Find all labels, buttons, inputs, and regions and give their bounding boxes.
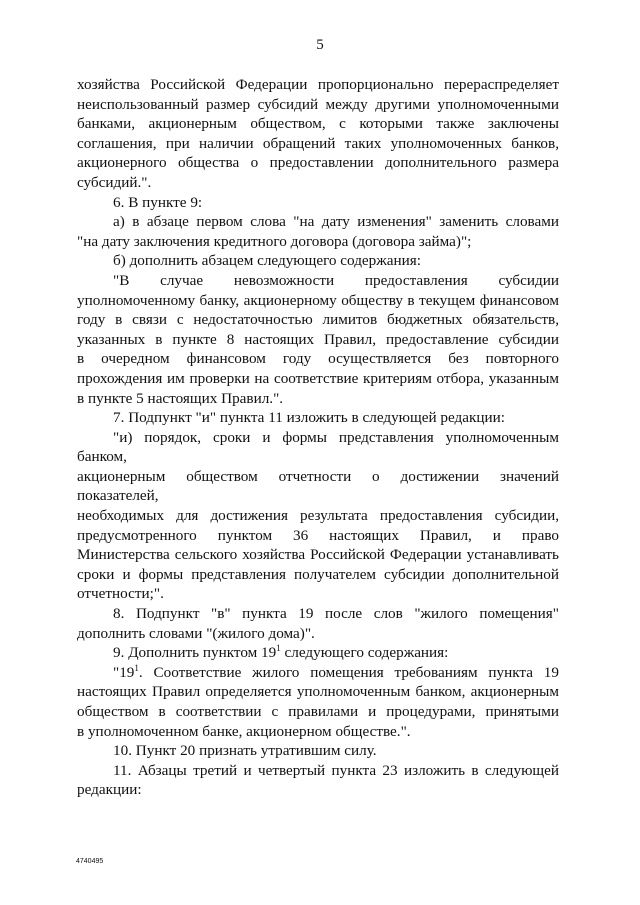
item-6-quote-body xyxy=(77,291,559,389)
text-line: указанных в пункте 8 настоящих Правил, предоставление субсидии xyxy=(77,330,559,348)
text-segment: "19 xyxy=(113,663,135,681)
item-9-quote-line1 xyxy=(77,663,559,683)
item-6b: б) дополнить абзацем следующего содержания: xyxy=(113,252,421,270)
item-6-quote-end: в пункте 5 настоящих Правил.". xyxy=(77,389,284,407)
text-line: настоящих Правил определяется уполномоченным банком, акционерным xyxy=(77,683,559,701)
item-7: 7. Подпункт "и" пункта 11 изложить в следующей редакции: xyxy=(113,409,505,427)
item-6: 6. В пункте 9: xyxy=(113,193,203,211)
item-6a-line2: "на дату заключения кредитного договора (договора займа)"; xyxy=(77,232,472,250)
item-11-line2: редакции: xyxy=(77,781,142,799)
text-line: уполномоченному банку, акционерному обществу в текущем финансовом xyxy=(77,291,559,309)
text-segment: . Соответствие жилого помещения требованиям пункта 19 xyxy=(138,663,559,681)
text-line: Министерства сельского хозяйства Российской Федерации устанавливать xyxy=(77,546,559,564)
item-10: 10. Пункт 20 признать утратившим силу. xyxy=(113,742,377,760)
text-segment: следующего содержания: xyxy=(280,644,449,662)
text-line: прохождения им проверки на соответствие критериям отбора, указанным xyxy=(77,369,559,387)
text-line: хозяйства Российской Федерации пропорционально перераспределяет xyxy=(77,76,559,93)
item-7-quote-end: отчетности;". xyxy=(77,585,164,603)
text-line: обществом в соответствии с правилами и процедурами, принятыми xyxy=(77,703,559,720)
item-9 xyxy=(77,643,559,663)
text-line: сроки и формы представления получателем субсидии дополнительной xyxy=(77,565,559,583)
item-7-quote-line1: "и) порядок, сроки и формы представления уполномоченным банком, xyxy=(77,428,559,466)
page-number: 5 xyxy=(316,37,324,53)
paragraph-continuation-end: субсидий.". xyxy=(77,173,152,191)
item-8-line2: дополнить словами "(жилого дома)". xyxy=(77,624,315,642)
text-line: предусмотренного пунктом 36 настоящих Правил, и право xyxy=(77,526,559,544)
text-line: в очередном финансовом году осуществляется без повторного xyxy=(77,350,559,368)
item-9-quote-end: в уполномоченном банке, акционерном обществе.". xyxy=(77,722,411,740)
item-7-quote-body xyxy=(77,467,559,585)
text-line: году в связи с недостаточностью лимитов бюджетных обязательств, xyxy=(77,311,559,329)
item-6-quote-line1: "В случае невозможности предоставления субсидии xyxy=(113,271,559,289)
superscript: 1 xyxy=(134,662,139,673)
text-line: соглашения, при наличии обращений таких уполномоченных банков, xyxy=(77,134,559,152)
document-id: 4740495 xyxy=(76,858,104,865)
item-9-quote-body xyxy=(77,682,559,721)
text-line: акционерным обществом отчетности о достижении значений показателей, xyxy=(77,467,559,505)
text-line: необходимых для достижения результата предоставления субсидии, xyxy=(77,507,559,525)
text-line: акционерного общества о предоставлении дополнительного размера xyxy=(77,154,559,172)
text-segment: 9. Дополнить пунктом 19 xyxy=(113,644,277,662)
paragraph-continuation xyxy=(77,75,559,173)
text-line: банками, акционерным обществом, с которыми также заключены xyxy=(77,115,559,133)
document-body xyxy=(77,75,559,800)
item-6a-line1: а) в абзаце первом слова "на дату изменения" заменить словами xyxy=(113,213,559,231)
text-line: неиспользованный размер субсидий между другими уполномоченными xyxy=(77,95,559,113)
item-8-line1: 8. Подпункт "в" пункта 19 после слов "жилого помещения" xyxy=(113,605,559,623)
superscript: 1 xyxy=(276,643,281,654)
item-11-line1: 11. Абзацы третий и четвертый пункта 23 изложить в следующей xyxy=(113,761,559,779)
